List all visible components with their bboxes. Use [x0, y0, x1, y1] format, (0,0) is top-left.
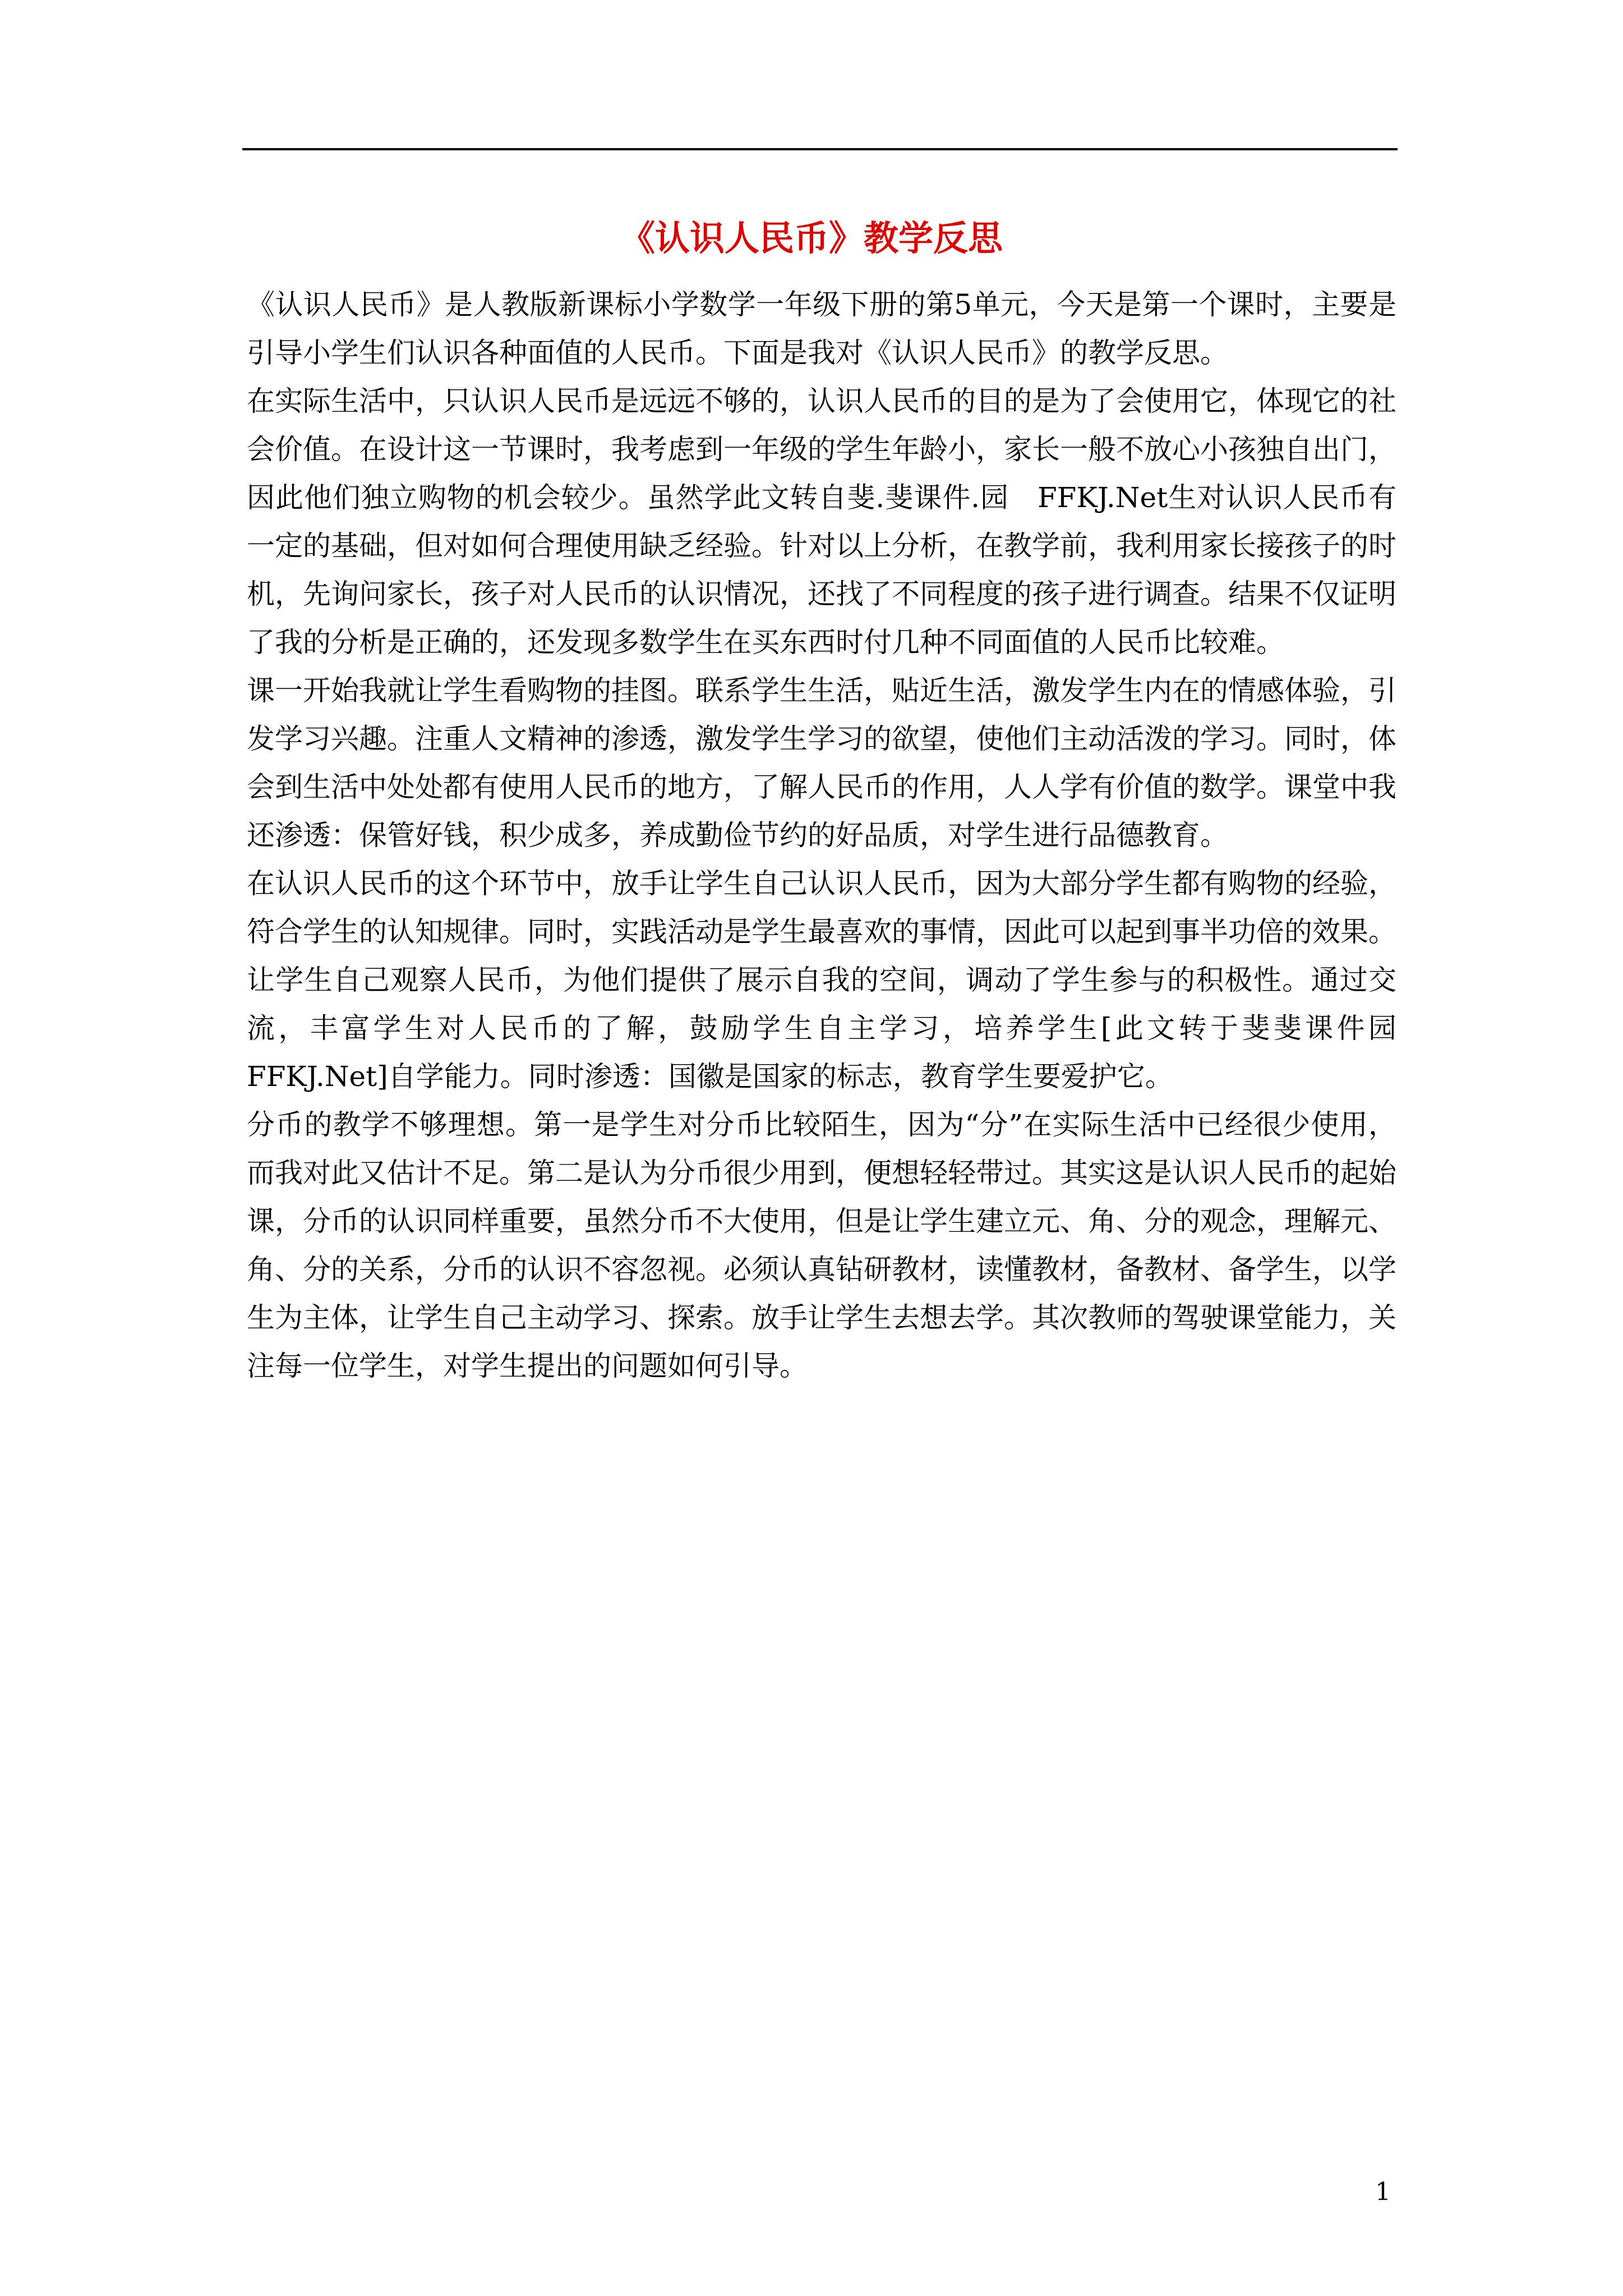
page-number: 1	[1375, 2178, 1391, 2206]
document-title: 《认识人民币》教学反思	[620, 218, 1003, 259]
paragraph-lesson-start: 课一开始我就让学生看购物的挂图。联系学生生活，贴近生活，激发学生内在的情感体验，引发学习兴趣。注重人文精神的渗透，激发学生学习的欲望，使他们主动活泼的学习。同时，体会到生活中处处都有使用人民币的地方，了解人民币的作用，人人学有价值的数学。课堂中我还渗透：保管好钱，积少成多，养成勤俭节约的好品质，对学生进行品德教育。	[247, 674, 1396, 852]
document-body	[247, 280, 1424, 1390]
paragraph-intro: 《认识人民币》是人教版新课标小学数学一年级下册的第5单元，今天是第一个课时，主要是引导小学生们认识各种面值的人民币。下面是我对《认识人民币》的教学反思。	[247, 288, 1396, 369]
paragraph-cents-teaching: 分币的教学不够理想。第一是学生对分币比较陌生，因为“分”在实际生活中已经很少使用，而我对此又估计不足。第二是认为分币很少用到，便想轻轻带过。其实这是认识人民币的起始课，分币的认识同样重要，虽然分币不大使用，但是让学生建立元、角、分的观念，理解元、角、分的关系，分币的认识不容忽视。必须认真钻研教材，读懂教材，备教材、备学生，以学生为主体，让学生自己主动学习、探索。放手让学生去想去学。其次教师的驾驶课堂能力，关注每一位学生，对学生提出的问题如何引导。	[247, 1108, 1396, 1382]
paragraph-real-life: 在实际生活中，只认识人民币是远远不够的，认识人民币的目的是为了会使用它，体现它的社会价值。在设计这一节课时，我考虑到一年级的学生年龄小，家长一般不放心小孩独自出门，因此他们独立购物的机会较少。虽然学此文转自斐.斐课件.园 FFKJ.Net生对认识人民币有一定的基础，但对如何合理使用缺乏经验。针对以上分析，在教学前，我利用家长接孩子的时机，先询问家长，孩子对人民币的认识情况，还找了不同程度的孩子进行调查。结果不仅证明了我的分析是正确的，还发现多数学生在买东西时付几种不同面值的人民币比较难。	[247, 385, 1396, 659]
header-rule	[242, 148, 1398, 150]
paragraph-recognition: 在认识人民币的这个环节中，放手让学生自己认识人民币，因为大部分学生都有购物的经验，符合学生的认知规律。同时，实践活动是学生最喜欢的事情，因此可以起到事半功倍的效果。让学生自己观察人民币，为他们提供了展示自我的空间，调动了学生参与的积极性。通过交流，丰富学生对人民币的了解，鼓励学生自主学习，培养学生[此文转于斐斐课件园 FFKJ.Net]自学能力。同时渗透：国徽是国家的标志，教育学生要爱护它。	[247, 867, 1424, 1093]
